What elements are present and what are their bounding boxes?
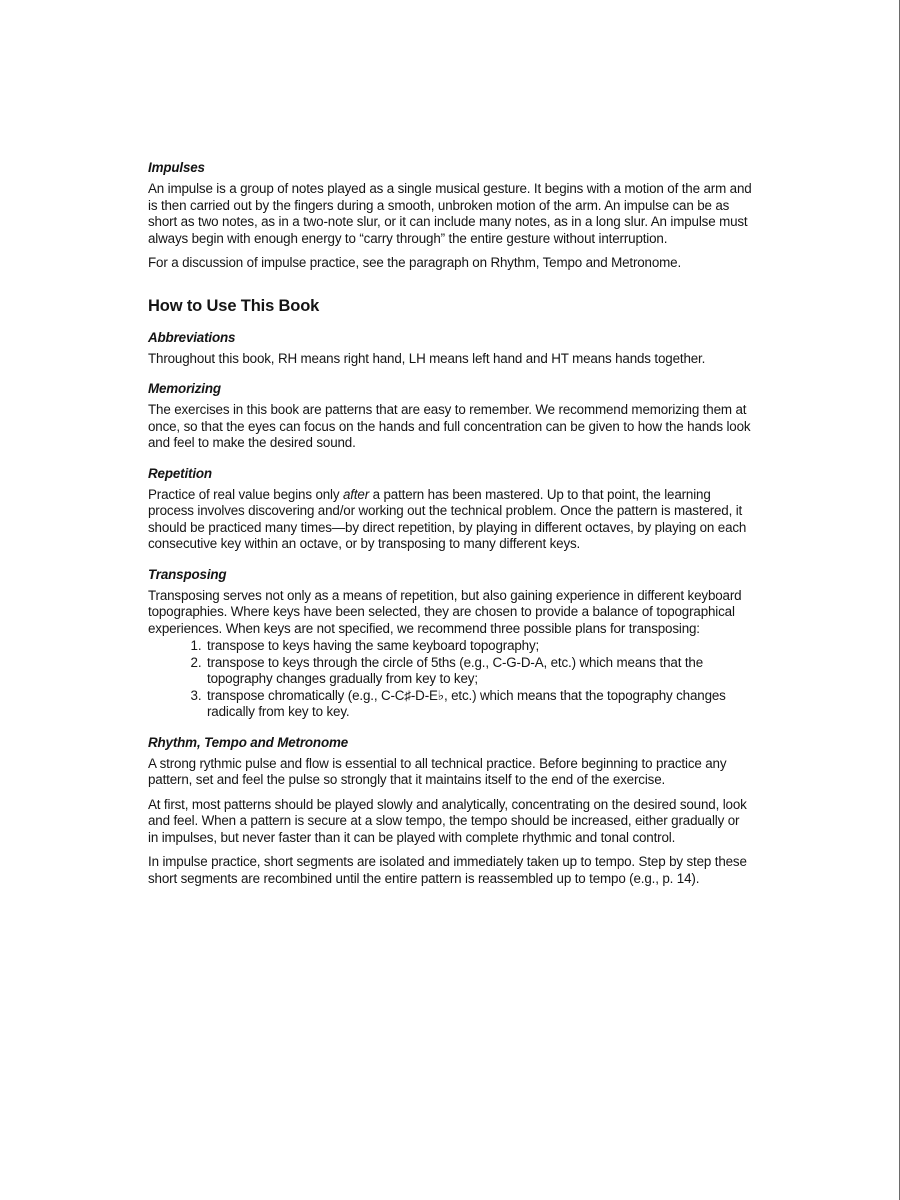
rhythm-section: [148, 735, 752, 888]
memorizing-heading: Memorizing: [148, 381, 221, 396]
repetition-text-end: a pattern has been mastered. Up to that point, the learning process involves discovering and/or working out the technical problem. Once the pattern is mastered, it should be practiced many times—by direct repetition, by playing in different octaves, by playing on each consecutive key within an octave, or by transposing to many different keys.: [148, 486, 747, 551]
repetition-text-start: Practice of real value begins only: [148, 486, 343, 502]
how-to-use-title: How to Use This Book: [148, 296, 320, 315]
transposing-heading: Transposing: [148, 566, 227, 582]
list-item: 1. transpose to keys having the same keyboard topography;: [205, 638, 752, 655]
rhythm-paragraph-3: In impulse practice, short segments are isolated and immediately taken up to tempo. Step by step these short segments are recombined until the entire pattern is reassembled up to tempo (e.g., p. 14).: [148, 854, 747, 886]
rhythm-paragraph-1: A strong rythmic pulse and flow is essential to all technical practice. Before beginning to practice any pattern, set and feel the pulse so strongly that it maintains itself to the end of the exercise.: [148, 755, 727, 787]
transposing-plan-list: [148, 638, 752, 721]
transposing-section: [148, 567, 752, 721]
repetition-section: [148, 466, 752, 553]
page-content: [148, 160, 752, 901]
abbreviations-heading: Abbreviations: [148, 329, 236, 345]
impulses-paragraph-2: For a discussion of impulse practice, see the paragraph on Rhythm, Tempo and Metronome.: [148, 255, 682, 270]
repetition-paragraph: [148, 487, 752, 553]
abbreviations-paragraph: Throughout this book, RH means right hand, LH means left hand and HT means hands together.: [148, 350, 706, 366]
transposing-paragraph: Transposing serves not only as a means of repetition, but also gaining experience in different keyboard topographies. Where keys have been selected, they are chosen to provide a balance of topographical experiences. When keys are not specified, we recommend three possible plans for transposing:: [148, 587, 742, 636]
repetition-heading: Repetition: [148, 465, 212, 481]
repetition-emphasis: after: [342, 486, 370, 502]
memorizing-section: [148, 381, 752, 452]
rhythm-heading: Rhythm, Tempo and Metronome: [148, 734, 349, 750]
abbreviations-section: [148, 330, 752, 368]
rhythm-paragraph-2: At first, most patterns should be played slowly and analytically, concentrating on the desired sound, look and feel. When a pattern is secure at a slow tempo, the tempo should be increased, either gradually or in impulses, but never faster than it can be played with complete rhythmic and tonal control.: [148, 796, 747, 845]
impulses-paragraph-1: An impulse is a group of notes played as a single musical gesture. It begins with a motion of the arm and is then carried out by the fingers during a smooth, unbroken motion of the arm. An impulse can be as short as two notes, as in a two-note slur, or it can include many notes, as in a long slur. An impulse must always begin with enough energy to “carry through” the entire gesture without interruption.: [148, 181, 752, 246]
impulses-section: [148, 160, 752, 272]
list-item: 3. transpose chromatically (e.g., C-C♯-D-E♭, etc.) which means that the topography changes radically from key to key.: [205, 688, 752, 721]
list-item: 2. transpose to keys through the circle of 5ths (e.g., C-G-D-A, etc.) which means that the topography changes gradually from key to key;: [205, 655, 752, 688]
memorizing-paragraph: The exercises in this book are patterns that are easy to remember. We recommend memorizing them at once, so that the eyes can focus on the hands and full concentration can be given to how the hands look and feel to make the desired sound.: [148, 402, 751, 450]
impulses-heading: Impulses: [148, 160, 205, 175]
